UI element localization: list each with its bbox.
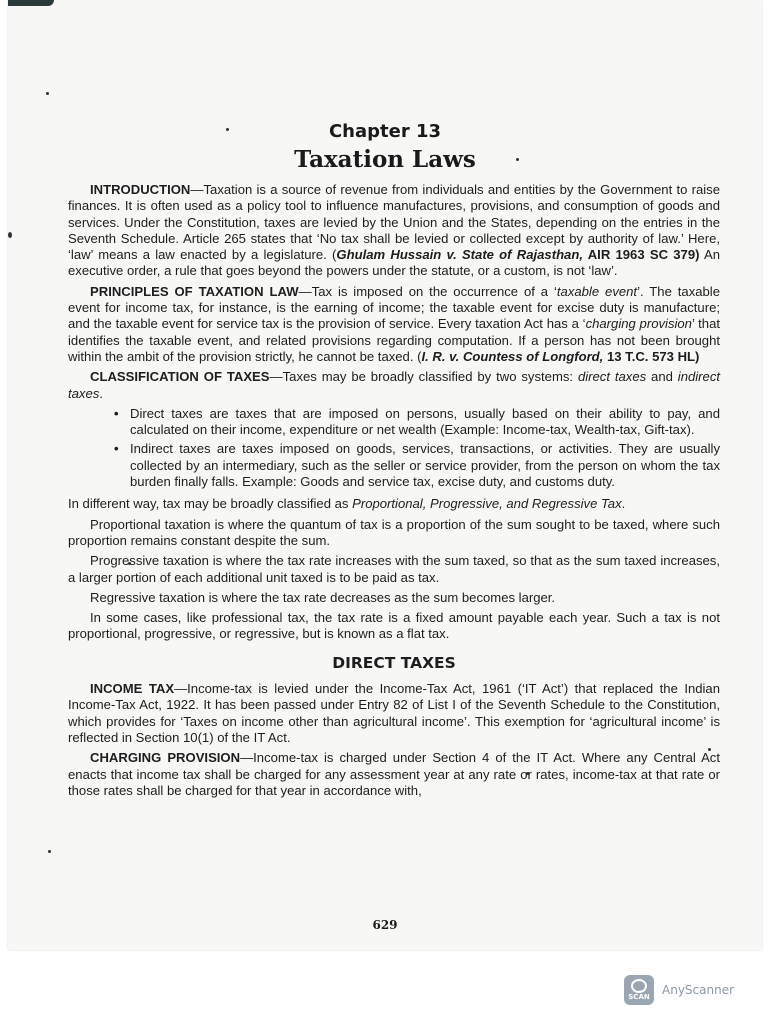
tax-types-list [68,406,720,490]
corner-mark [8,0,54,6]
list-item: • Indirect taxes are taxes imposed on goods, services, transactions, or activities. They are usually collected by an intermediary, such as the seller or service provider, from the person on whom the tax burden finally falls. Example: Goods and service tax, excise duty, and customs duty. [130,441,720,490]
income-tax-paragraph: INCOME TAX—Income-tax is levied under the Income-Tax Act, 1961 (‘IT Act’) that replaced the Indian Income-Tax Act, 1922. It has been passed under Entry 82 of List I of the Seventh Schedule to the Constitution, which provides for ‘Taxes on income other than agricultural income’. This exemption for ‘agricultural income’ is reflected in Section 10(1) of the IT Act. [68,681,720,745]
scanner-logo-icon [624,975,654,1005]
scanned-page [8,0,762,950]
logo-text: SCAN [628,993,650,1001]
different-way-paragraph: In different way, tax may be broadly classified as Proportional, Progressive, and Regressive Tax. [68,496,626,512]
anyscanner-watermark [624,975,734,1005]
regressive-paragraph: Regressive taxation is where the tax rate decreases as the sum becomes larger. [90,589,556,605]
scan-speck [48,850,51,853]
body-text [68,182,720,803]
scan-speck [46,92,49,95]
income-tax-heading: INCOME TAX [90,681,175,697]
classification-heading: CLASSIFICATION OF TAXES [90,369,270,385]
case-name: Ghulam Hussain v. State of Rajasthan, [336,247,583,263]
case-name: I. R. v. Countess of Longford, [421,348,604,364]
charging-provision-paragraph: CHARGING PROVISION—Income-tax is charged under Section 4 of the IT Act. Where any Central Act enacts that income tax shall be charged for any assessment year at any rate or rates, income-tax at that rate or those rates shall be charged for that year in accordance with, [68,750,720,798]
chapter-label: Chapter 13 [328,121,442,142]
principles-paragraph: PRINCIPLES OF TAXATION LAW—Tax is imposed on the occurrence of a ‘taxable event’. The taxable event for income tax, for instance, is the earning of income; the taxable event for excise duty is manufacture; and the taxable event for service tax is the provision of service. Every taxation Act has a ‘charging provision’ that identifies the taxable event, and related provisions regarding computation. If a person has not been brought within the ambit of the provision strictly, he cannot be taxed. (I. R. v. Countess of Longford, 13 T.C. 573 HL) [68,283,721,364]
scan-speck [8,232,12,238]
introduction-paragraph: INTRODUCTION—Taxation is a source of revenue from individuals and entities by the Government to raise finances. It is often used as a policy tool to influence manufactures, provisions, and consumption of goods and services. Under the Constitution, taxes are levied by the Union and the States, depending on the entries in the Seventh Schedule. Article 265 states that ‘No tax shall be levied or collected except by authority of law.’ Here, ‘law’ means a law enacted by a legislature. (Ghulam Hussain v. State of Rajasthan, AIR 1963 SC 379) An executive order, a rule that goes beyond the powers under the statute, or a custom, is not ‘law’. [68,182,720,279]
progressive-paragraph: Progressive taxation is where the tax rate increases with the sum taxed, so that as the sum taxed increases, a larger portion of each additional unit taxed is to be paid as tax. [68,553,720,585]
introduction-heading: INTRODUCTION [90,182,191,197]
camera-lens-icon [631,979,647,993]
charging-provision-heading: CHARGING PROVISION [90,750,241,766]
principles-heading: PRINCIPLES OF TAXATION LAW [90,283,299,299]
page-number: 629 [372,918,398,932]
brand-name: AnyScanner [662,983,735,997]
flat-tax-paragraph: In some cases, like professional tax, the tax rate is a fixed amount payable each year. Such a tax is not proportional, progressive, or regressive, but is known as a flat tax. [68,610,720,642]
proportional-paragraph: Proportional taxation is where the quantum of tax is a proportion of the sum sought to be taxed, where such proportion remains constant despite the sum. [68,516,720,548]
chapter-title: Taxation Laws [294,146,476,173]
direct-taxes-heading: DIRECT TAXES [332,653,456,672]
classification-paragraph: CLASSIFICATION OF TAXES—Taxes may be broadly classified by two systems: direct taxes and indirect taxes. [68,369,721,401]
list-item: • Direct taxes are taxes that are imposed on persons, usually based on their ability to pay, and calculated on their income, expenditure or net wealth (Example: Income-tax, Wealth-tax, Gift-tax). [130,406,720,439]
